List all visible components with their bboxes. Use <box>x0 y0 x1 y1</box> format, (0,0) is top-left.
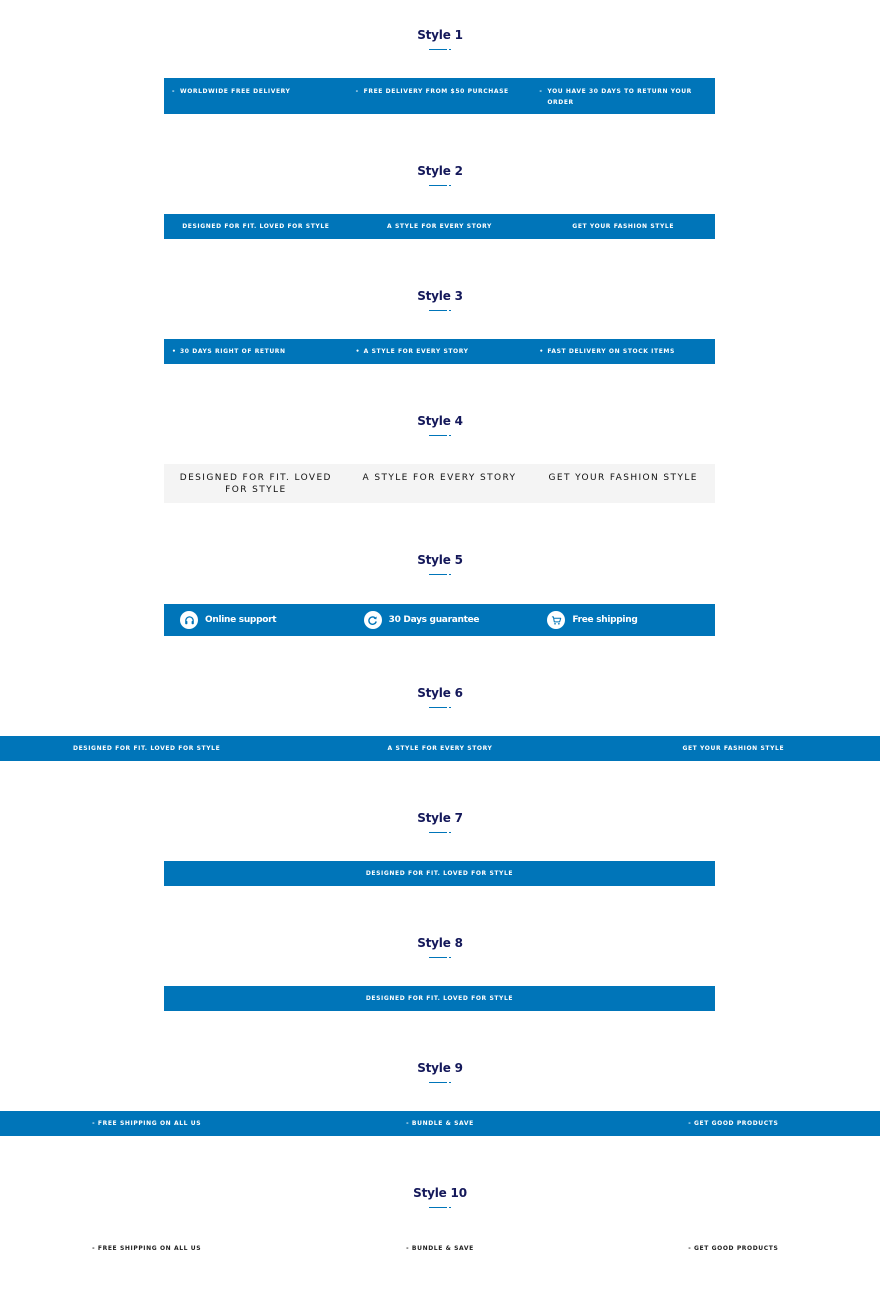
section-title: Style 7 <box>417 811 463 825</box>
section-title: Style 2 <box>417 164 463 178</box>
announcement-text: - BUNDLE & SAVE <box>406 1120 474 1127</box>
announcement-text: DESIGNED FOR FIT. LOVED FOR STYLE <box>179 472 332 495</box>
feature-label: 30 Days guarantee <box>388 615 480 625</box>
announcement-bar-style-2 <box>164 214 715 239</box>
announcement-item <box>164 86 348 108</box>
section-title: Style 8 <box>417 936 463 950</box>
section-heading-style-2 <box>0 164 880 188</box>
announcement-text: WORLDWIDE FREE DELIVERY <box>180 88 291 95</box>
feature-bar-style-5 <box>164 604 715 636</box>
announcement-text: FAST DELIVERY ON STOCK ITEMS <box>547 348 675 355</box>
section-title: Style 9 <box>417 1061 463 1075</box>
section-title: Style 6 <box>417 686 463 700</box>
section-heading-style-8 <box>0 936 880 960</box>
section-title: Style 4 <box>417 414 463 428</box>
bullet-marker: • <box>172 348 177 355</box>
section-heading-style-7 <box>0 811 880 835</box>
title-underline <box>425 48 455 52</box>
announcement-text: DESIGNED FOR FIT. LOVED FOR STYLE <box>182 223 330 230</box>
title-underline <box>425 573 455 577</box>
announcement-bar-style-9 <box>0 1111 880 1136</box>
announcement-text: - GET GOOD PRODUCTS <box>688 1245 779 1252</box>
announcement-text: A STYLE FOR EVERY STORY <box>362 472 517 483</box>
section-heading-style-4 <box>0 414 880 438</box>
announcement-text: DESIGNED FOR FIT. LOVED FOR STYLE <box>73 745 221 752</box>
bullet-marker: • <box>539 348 544 355</box>
announcement-bar-style-10 <box>0 1236 880 1261</box>
section-heading-style-9 <box>0 1061 880 1085</box>
headphones-icon <box>180 611 198 629</box>
title-underline <box>425 184 455 188</box>
announcement-item <box>348 346 532 357</box>
title-underline <box>425 309 455 313</box>
section-title: Style 1 <box>417 28 463 42</box>
bullet-marker: • <box>355 348 361 355</box>
feature-item-online-support <box>164 611 348 629</box>
announcement-bar-style-3 <box>164 339 715 364</box>
announcement-text: A STYLE FOR EVERY STORY <box>363 348 469 355</box>
announcement-text: FREE DELIVERY FROM $50 PURCHASE <box>363 88 509 95</box>
announcement-text: YOU HAVE 30 DAYS TO RETURN YOUR ORDER <box>547 88 692 106</box>
feature-label: Online support <box>205 615 277 625</box>
announcement-bar-style-1 <box>164 78 715 114</box>
announcement-text: - FREE SHIPPING ON ALL US <box>92 1120 202 1127</box>
feature-label: Free shipping <box>572 615 638 625</box>
title-underline <box>425 831 455 835</box>
section-heading-style-10 <box>0 1186 880 1210</box>
announcement-text: A STYLE FOR EVERY STORY <box>387 745 493 752</box>
announcement-bar-style-6 <box>0 736 880 761</box>
announcement-text: GET YOUR FASHION STYLE <box>572 223 675 230</box>
section-heading-style-1 <box>0 28 880 52</box>
section-heading-style-5 <box>0 553 880 577</box>
section-title: Style 3 <box>417 289 463 303</box>
section-heading-style-6 <box>0 686 880 710</box>
section-title: Style 10 <box>413 1186 467 1200</box>
feature-item-guarantee <box>348 611 532 629</box>
announcement-text: DESIGNED FOR FIT. LOVED FOR STYLE <box>365 995 514 1002</box>
announcement-bar-style-8 <box>164 986 715 1011</box>
announcement-item <box>164 346 348 357</box>
announcement-text: GET YOUR FASHION STYLE <box>548 472 698 483</box>
announcement-text: GET YOUR FASHION STYLE <box>682 745 785 752</box>
announcement-text: A STYLE FOR EVERY STORY <box>387 223 492 230</box>
announcement-bar-style-4 <box>164 464 715 503</box>
dash-marker: - <box>172 88 176 95</box>
title-underline <box>425 1081 455 1085</box>
title-underline <box>425 434 455 438</box>
announcement-item <box>531 346 715 357</box>
feature-item-free-shipping <box>531 611 715 629</box>
announcement-bar-style-7 <box>164 861 715 886</box>
refresh-icon <box>364 611 382 629</box>
announcement-text: - BUNDLE & SAVE <box>406 1245 474 1252</box>
title-underline <box>425 1206 455 1210</box>
section-title: Style 5 <box>417 553 463 567</box>
section-heading-style-3 <box>0 289 880 313</box>
announcement-text: DESIGNED FOR FIT. LOVED FOR STYLE <box>365 870 514 877</box>
dash-marker: - <box>539 88 543 95</box>
dash-marker: - <box>355 88 359 95</box>
announcement-text: 30 DAYS RIGHT OF RETURN <box>180 348 286 355</box>
cart-icon <box>547 611 565 629</box>
announcement-text: - FREE SHIPPING ON ALL US <box>92 1245 202 1252</box>
title-underline <box>425 706 455 710</box>
announcement-text: - GET GOOD PRODUCTS <box>688 1120 779 1127</box>
announcement-item <box>531 86 715 108</box>
title-underline <box>425 956 455 960</box>
announcement-item <box>348 86 532 108</box>
